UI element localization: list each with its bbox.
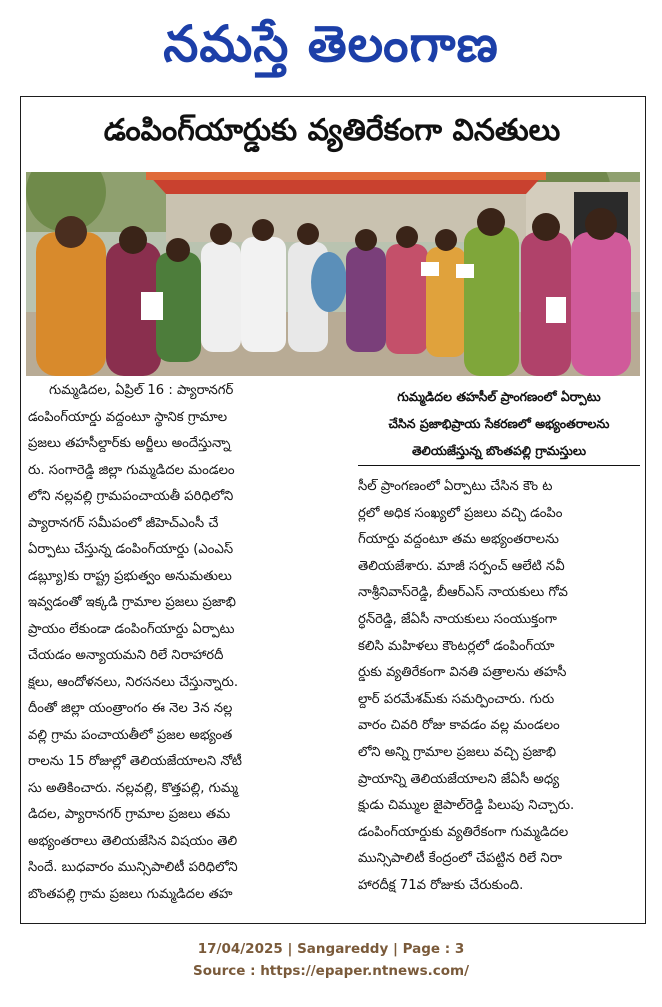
masthead-title: నమస్తే తెలంగాణ <box>163 15 499 73</box>
text-line: సు అతికించారు. నల్లవల్లి, కొత్తపల్లి, గుమ్మ <box>28 780 238 796</box>
text-line: సిందే. బుధవారం మున్సిపాలిటీ పరిధిలోని <box>28 860 238 875</box>
text-line: తెలియజేశారు. మాజీ సర్పంచ్ ఆలేటి నవీ <box>358 558 565 574</box>
article-right-column <box>358 474 640 900</box>
text-line: హారదీక్ష 71వ రోజుకు చేరుకుంది. <box>358 877 524 893</box>
text-line: ప్రాయం లేకుండా డంపింగ్‌యార్డు ఏర్పాటు <box>28 621 235 637</box>
text-line: గుమ్మడిదల, ఏప్రిల్ 16 : ప్యారానగర్ <box>28 383 234 398</box>
text-line: లోని అన్ని గ్రామాల ప్రజలు వచ్చి ప్రజాభి <box>358 744 557 760</box>
text-line: కలిసి మహిళలు కౌంటర్లలో డంపింగ్‌యా <box>358 638 555 654</box>
text-line: నాశ్రీనివాస్‌రెడ్డి, బీఆర్‌ఎస్ నాయకులు గోవ <box>358 585 568 601</box>
article-headline <box>20 100 644 162</box>
caption-line: చేసిన ప్రజాభిప్రాయ సేకరణలో అభ్యంతరాలను <box>388 416 610 431</box>
text-line: గ్‌యార్డు వద్దంటూ తమ అభ్యంతరాలను <box>358 532 559 548</box>
text-line: డబ్ల్యూ)కు రాష్ట్ర ప్రభుత్వం అనుమతులు <box>28 568 232 584</box>
text-line: బొంతపల్లి గ్రామ ప్రజలు గుమ్మడిదల తహ <box>28 886 233 902</box>
caption-line: తెలియజేస్తున్న బొంతపల్లి గ్రామస్తులు <box>411 443 587 458</box>
text-line: ర్ధన్‌రెడ్డి, జేఏసీ నాయకులు సంయుక్తంగా <box>358 611 557 627</box>
text-line: రాలను 15 రోజుల్లో తెలియజేయాలని నోటీ <box>28 754 242 769</box>
text-line: డిదల, ప్యారానగర్ గ్రామాల ప్రజలు తమ <box>28 807 231 822</box>
text-line: ర్డుకు వ్యతిరేకంగా వినతి పత్రాలను తహసీ <box>358 665 567 681</box>
article-left-column <box>28 378 344 908</box>
text-line: ప్యారానగర్ సమీపంలో జీహెచ్‌ఎంసీ చే <box>28 515 219 531</box>
protest-photo-image <box>26 172 640 376</box>
text-line: క్షలు, ఆందోళనలు, నిరసనలు చేస్తున్నారు. <box>28 674 239 690</box>
news-photo <box>26 172 640 376</box>
text-line: ప్రాయాన్ని తెలియజేయాలని జేఏసీ అధ్య <box>358 771 560 787</box>
text-line: లోని నల్లవల్లి గ్రామపంచాయతీ పరిధిలోని <box>28 489 234 504</box>
text-line: అభ్యంతరాలు తెలియజేసిన విషయం తెలి <box>28 833 238 849</box>
text-line: వల్లి గ్రామ పంచాయతీలో ప్రజల అభ్యంత <box>28 727 233 743</box>
text-line: సీల్ ప్రాంగణంలో ఏర్పాటు చేసిన కౌం ట <box>358 479 553 494</box>
text-line: వారం చివరి రోజు కావడం వల్ల మండలం <box>358 718 560 734</box>
text-line: చేయడం అన్యాయమని రిలే నిరాహారదీ <box>28 648 224 663</box>
text-line: దీంతో జిల్లా యంత్రాంగం ఈ నెల 3న నల్ల <box>28 701 233 716</box>
footer-date-line: 17/04/2025 | Sangareddy | Page : 3 <box>197 941 465 957</box>
text-line: రు. సంగారెడ్డి జిల్లా గుమ్మడిదల మండలం <box>28 462 235 478</box>
text-line: డంపింగ్‌యార్డుకు వ్యతిరేకంగా గుమ్మడిదల <box>358 824 569 840</box>
headline-text: డంపింగ్‌యార్డుకు వ్యతిరేకంగా వినతులు <box>103 113 561 148</box>
text-line: మున్సిపాలిటీ కేంద్రంలో చేపట్టిన రిలే నిరా <box>358 851 563 867</box>
photo-caption <box>358 383 640 466</box>
text-line: ఏర్పాటు చేస్తున్న డంపింగ్‌యార్డు (ఎంఎస్ <box>28 542 234 557</box>
text-line: డంపింగ్‌యార్డు వద్దంటూ స్థానిక గ్రామాల <box>28 409 228 425</box>
text-line: ర్లలో అధిక సంఖ్యలో ప్రజలు వచ్చి డంపిం <box>358 505 563 521</box>
caption-line: గుమ్మడిదల తహసీల్ ప్రాంగణంలో ఏర్పాటు <box>397 389 601 404</box>
text-line: ల్దార్ పరమేశమ్‌కు సమర్పించారు. గురు <box>358 691 555 707</box>
footer-source-link[interactable]: Source : https://epaper.ntnews.com/ <box>192 963 470 979</box>
newspaper-masthead <box>0 4 662 84</box>
text-line: ఇవ్వడంతో ఇక్కడి గ్రామాల ప్రజలు ప్రజాభి <box>28 595 236 610</box>
text-line: క్షుడు చిమ్ముల జైపాల్‌రెడ్డి పిలుపు నిచ్చారు. <box>358 798 575 814</box>
text-line: ప్రజలు తహసీల్దార్‌కు అర్జీలు అందేస్తున్నా <box>28 436 231 451</box>
